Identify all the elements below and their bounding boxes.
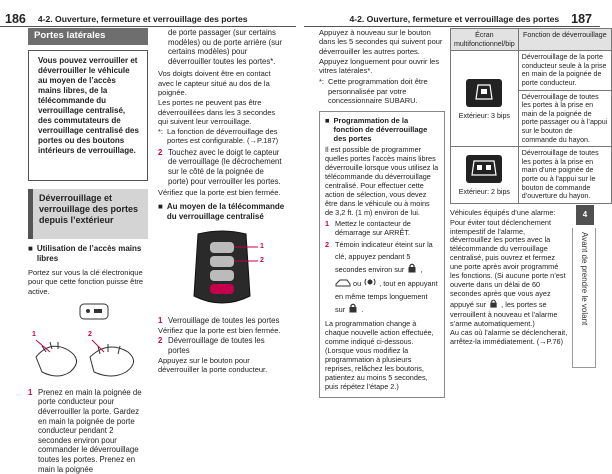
paragraph-press-long: Appuyez longuement pour ouvrir les vitres latérales*. — [319, 56, 440, 76]
step-number: 1 — [28, 387, 33, 397]
figure-label-2: 2 — [260, 257, 264, 265]
lock-button-icon — [347, 303, 359, 317]
alarm-text: Pour éviter tout déclenchement intempestif de l’alarme, déverrouillez les portes avec la télécommande du verrouillage centralisé, puis ouvrez et fermez une porte après avoir programmé les fonctions. (Si aucune porte n’est ouverte dans un délai de 60 secondes après que vous ayez appuyé sur , les portes se verrouillent à nouveau et l’alarme s’arme automatiquement.) — [450, 217, 566, 328]
intro-box: Vous pouvez verrouiller et déverrouiller le véhicule au moyen de l’accès mains libres, de la télécommande du verrouillage centralisé, des commutateurs de verrouillage centralisé des portes ou des boutons intérieurs de verrouillage. — [28, 50, 148, 181]
header-rule-left — [0, 26, 296, 27]
table-header-function: Fonction de déverrouillage — [518, 29, 611, 51]
table-cell-2-bips: Extérieur: 2 bips — [451, 147, 519, 204]
column-3 — [319, 28, 445, 398]
table-row — [451, 51, 612, 90]
section-title-left: 4-2. Ouverture, fermeture et verrouillage des portes — [37, 14, 248, 24]
remote-step-1: 1 Verrouillage de toutes les portes — [158, 316, 280, 326]
figure-label-2: 2 — [88, 330, 92, 338]
door-unlock-icon — [464, 153, 504, 185]
table-header-display: Écran multifonctionnel/bip — [451, 29, 519, 51]
table-cell-3-bips: Extérieur: 3 bips — [451, 51, 519, 147]
lock-button-icon — [406, 263, 418, 277]
function-all-doors: Déverrouillage de toutes les portes à la prise en main d’une poignée de porte ou à l’appui sur le bouton de commande d’ouverture du hayon. — [518, 147, 611, 204]
table-row — [451, 147, 612, 204]
page-number-left: 186 — [5, 12, 26, 26]
function-driver-only: Déverrouillage de la porte conducteur seule à la prise en main de la poignée de porte conducteur. — [518, 51, 611, 90]
programming-step-2: 2 Témoin indicateur éteint sur la clé, appuyez pendant 5 secondes environ sur , ou , tout en appuyant en même temps longuement sur . — [325, 239, 439, 317]
unlock-driver-text: Appuyez sur le bouton pour déverrouiller la porte conducteur. — [158, 355, 268, 374]
step-2-lock: 2 Touchez avec le doigt le capteur de verrouillage (le décrochement sur le côté de la poignée de porte) pour verrouiller les portes. — [158, 147, 282, 186]
step-text: Prenez en main la poignée de porte conducteur pour déverrouiller la porte. Gardez en main la poignée de porte conducteur pendant 2 secondes environ pour commander le déverrouillage toutes les portes. Prenez en main la poignée — [38, 387, 142, 474]
section-title-right: 4-2. Ouverture, fermeture et verrouillage des portes — [349, 14, 560, 24]
door-handle-illustration — [28, 302, 148, 384]
hatch-icon — [335, 278, 351, 291]
programming-end-text: La programmation change à chaque nouvelle action effectuée, comme indiqué ci-dessous. (Lorsque vous modifiez la programmation à plusieurs reprises, relâchez les boutons, patientez au moins 5 secondes, puis répétez l’étape 2.) — [325, 319, 434, 391]
verify-closed-text: Vérifiez que la porte est bien fermée. — [158, 188, 281, 198]
alarm-section — [450, 209, 568, 348]
section-title-box: Portes latérales — [28, 28, 148, 45]
step-1-continued: de porte passager (sur certains modèles) ou de porte arrière (sur certains modèles) pour déverrouiller toutes les portes*. — [168, 28, 282, 66]
hand-door-handle-image — [28, 302, 148, 384]
paragraph-finger-contact: Vos doigts doivent être en contact avec le capteur situé au dos de la poignée. — [158, 69, 271, 97]
alarm-stop-text: Au cas où l’alarme se déclencherait, arrêtez-la immédiatement. (→P.76) — [450, 328, 568, 347]
function-all-doors-passenger: Déverrouillage de toutes les portes à la prise en main de la poignée de porte passager ou à l’appui sur le bouton de commande du hayon. — [518, 90, 611, 147]
table-header-row — [451, 29, 612, 51]
chapter-tab: 4 — [576, 205, 594, 225]
keyless-paragraph: Portez sur vous la clé électronique pour que cette fonction puisse être active. — [28, 268, 144, 296]
subheading-remote: ■ Au moyen de la télécommande du verrouillage centralisé — [158, 202, 285, 222]
step-1 — [28, 388, 148, 474]
programming-text: Il est possible de programmer quelles portes l’accès mains libres déverrouille lorsque vous utilisez la télécommande du déverrouillage centralisé. Pour effectuer cette action de sélection, vous devez être dans le véhicule ou à moins de 3,2 ft. (1 m) environ de lui. — [325, 145, 439, 217]
remote-key-image — [158, 226, 286, 314]
footnote-configurable: *: La fonction de déverrouillage des portes est configurable. (→P.187) — [158, 127, 279, 146]
verify-closed-text-2: Vérifiez que la porte est bien fermée. — [158, 326, 281, 336]
footnote-dealer: *: Cette programmation doit être personnalisée par votre concessionnaire SUBARU. — [319, 77, 428, 106]
figure-label-1: 1 — [32, 330, 36, 338]
unlock-function-table — [450, 28, 612, 204]
door-unlock-icon — [464, 77, 504, 109]
figure-label-1: 1 — [260, 243, 264, 251]
subheading-keyless: ■ Utilisation de l’accès mains libres — [28, 244, 142, 263]
alarm-heading: Véhicules équipés d’une alarme: — [450, 207, 556, 217]
programming-step-1: 1 Mettez le contacteur de démarrage sur ARRÊT. — [325, 218, 411, 237]
column-2 — [158, 28, 286, 375]
paragraph-lock-delay: Les portes ne peuvent pas être déverrouillées dans les 3 secondes qui suivent leur verrouillage. — [158, 98, 276, 126]
exterior-heading-box: Déverrouillage et verrouillage des portes depuis l’extérieur — [28, 189, 148, 239]
remote-key-illustration — [158, 226, 286, 314]
header-rule-right — [304, 26, 600, 27]
column-1 — [28, 28, 148, 474]
paragraph-press-again: Appuyez à nouveau sur le bouton dans les 5 secondes qui suivent pour déverrouiller les autres portes. — [319, 28, 443, 56]
programming-box — [319, 111, 445, 397]
programming-heading: ■ Programmation de la fonction de déverrouillage des portes — [325, 116, 428, 144]
chapter-side-label: Avant de prendre le volant — [572, 228, 596, 368]
remote-step-2: 2 Déverrouillage de toutes les portes — [158, 336, 265, 355]
horn-signal-icon — [363, 277, 377, 291]
square-bullet: ■ — [28, 244, 33, 253]
page-number-right: 187 — [571, 12, 592, 26]
